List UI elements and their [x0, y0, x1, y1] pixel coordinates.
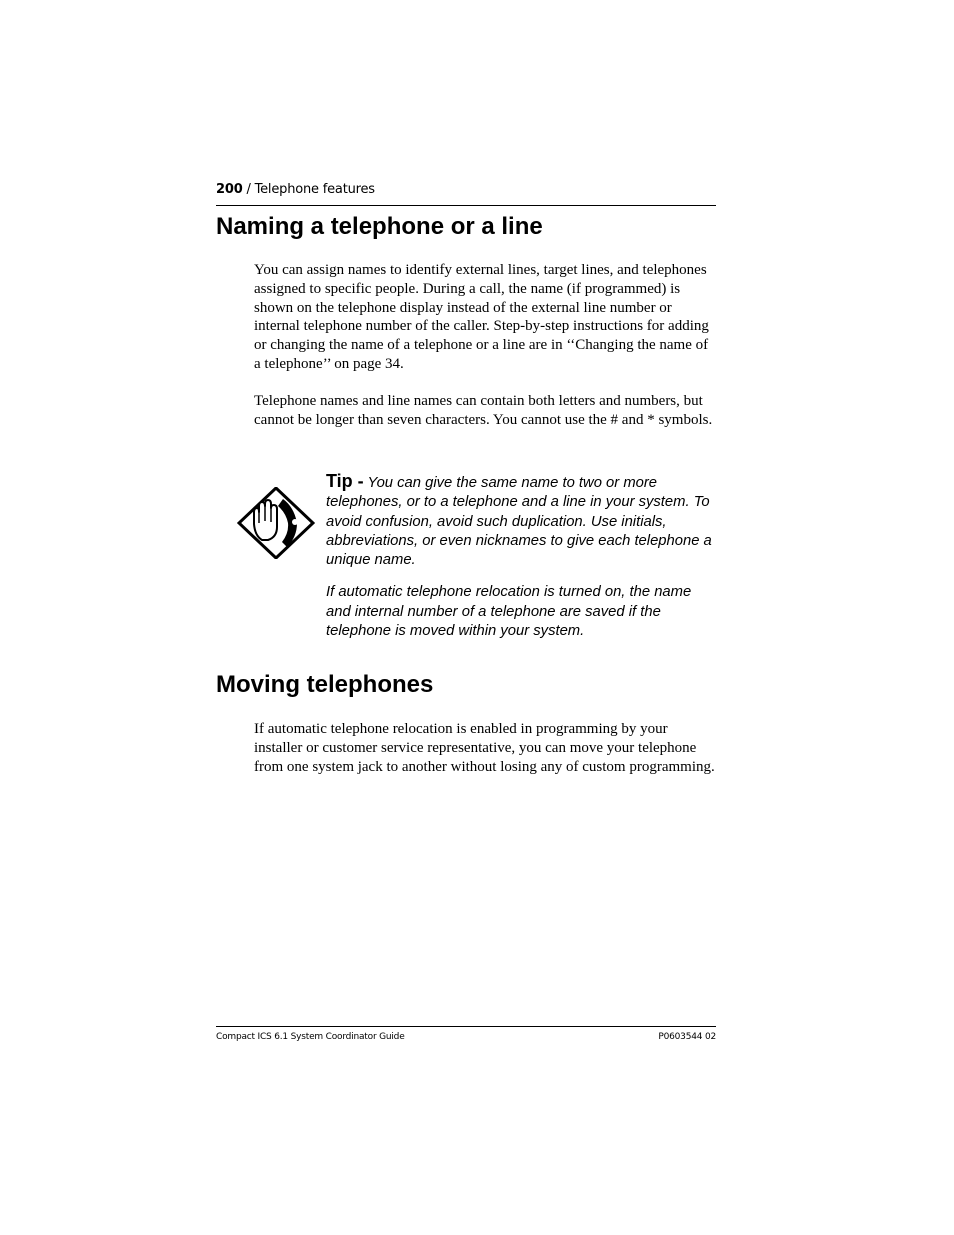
page-footer: [216, 1030, 716, 1044]
hand-tip-icon: [237, 487, 315, 559]
footer-rule: [216, 1026, 716, 1027]
body-paragraph: You can assign names to identify external lines, target lines, and telephones assigned to specific people. During a call, the name (if programmed) is shown on the telephone display instead of the external line number or internal telephone number of the caller. Step-by-step instructions for adding or changing the name of a telephone or a line are in ‘‘Changing the name of a telephone’’ on page 34.: [254, 262, 709, 372]
tip-paragraph-2: If automatic telephone relocation is turned on, the name and internal number of a telephone are saved if the telephone is moved within your system.: [326, 584, 692, 640]
tip-block: [326, 472, 718, 654]
tip-paragraph: [326, 472, 718, 570]
section-name: / Telephone features: [246, 182, 375, 197]
footer-doc-title: Compact ICS 6.1 System Coordinator Guide: [216, 1032, 405, 1042]
section-title-naming: Naming a telephone or a line: [216, 213, 543, 240]
tip-text: You can give the same name to two or more telephones, or to a telephone and a line in your system. To avoid confusion, avoid such duplication. Use initials, abbreviations, or even nicknames to give each telephone a unique name.: [326, 475, 712, 569]
footer-doc-number: P0603544 02: [658, 1032, 716, 1042]
page-number: 200: [216, 182, 243, 197]
section-title-moving: Moving telephones: [216, 671, 434, 698]
body-paragraph: If automatic telephone relocation is enabled in programming by your installer or customer service representative, you can move your telephone from one system jack to another without losing any of custom programming.: [254, 721, 715, 775]
body-paragraph: Telephone names and line names can contain both letters and numbers, but cannot be longer than seven characters. You cannot use the # and * symbols.: [254, 393, 713, 428]
tip-label: Tip -: [326, 471, 364, 491]
header-rule: [216, 205, 716, 206]
page-header: [216, 180, 716, 200]
